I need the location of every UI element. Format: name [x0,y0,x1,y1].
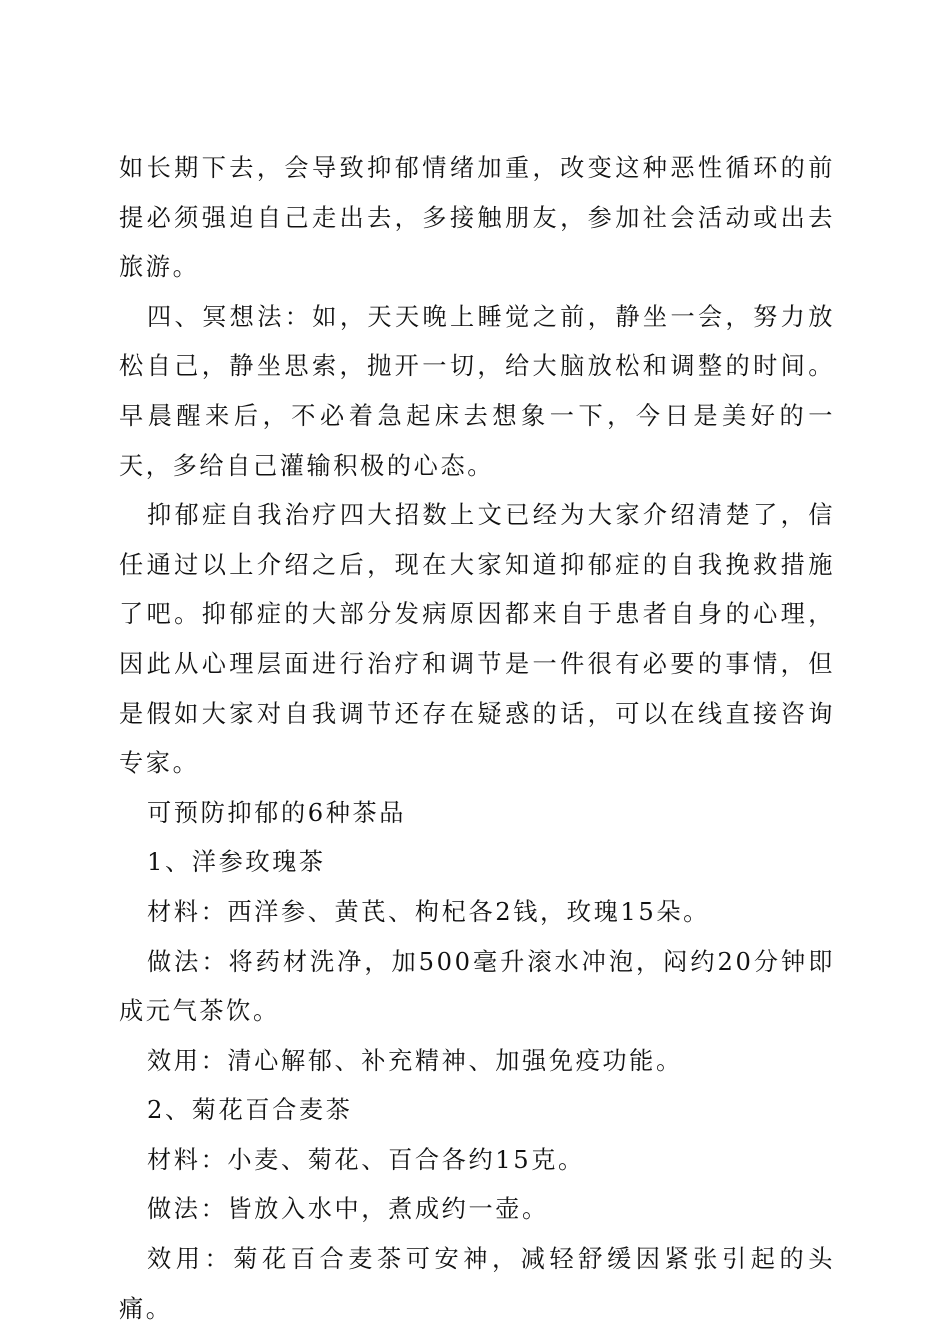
tea-1-method: 做法：将药材洗净，加500毫升滚水冲泡，闷约20分钟即成元气茶饮。 [119,947,835,1026]
paragraph-self-treatment-summary: 抑郁症自我治疗四大招数上文已经为大家介绍清楚了，信任通过以上介绍之后，现在大家知道抑郁症的自我挽救措施了吧。抑郁症的大部分发病原因都来自于患者自身的心理，因此从心理层面进行治疗和调节是一件很有必要的事情，但是假如大家对自我调节还存在疑惑的话，可以在线直接咨询专家。 [119,501,835,778]
tea-1-title: 1、洋参玫瑰茶 [147,848,326,877]
tea-2-method: 做法：皆放入水中，煮成约一壶。 [147,1195,549,1224]
paragraph-meditation-method: 四、冥想法：如，天天晚上睡觉之前，静坐一会，努力放松自己，静坐思索，抛开一切，给大脑放松和调整的时间。早晨醒来后，不必着急起床去想象一下，今日是美好的一天，多给自己灌输积极的心态。 [119,302,835,480]
document-body [119,144,835,1334]
tea-1-ingredients: 材料：西洋参、黄芪、枸杞各2钱，玫瑰15朵。 [147,897,710,926]
paragraph-depression-cycle: 如长期下去，会导致抑郁情绪加重，改变这种恶性循环的前提必须强迫自己走出去，多接触朋友，参加社会活动或出去旅游。 [119,154,835,282]
section-heading-teas: 可预防抑郁的6种茶品 [147,798,407,827]
tea-1-effect: 效用：清心解郁、补充精神、加强免疫功能。 [147,1046,683,1075]
tea-2-ingredients: 材料：小麦、菊花、百合各约15克。 [147,1145,585,1174]
tea-2-title: 2、菊花百合麦茶 [147,1096,353,1125]
tea-2-effect: 效用：菊花百合麦茶可安神，减轻舒缓因紧张引起的头痛。 [119,1245,835,1323]
